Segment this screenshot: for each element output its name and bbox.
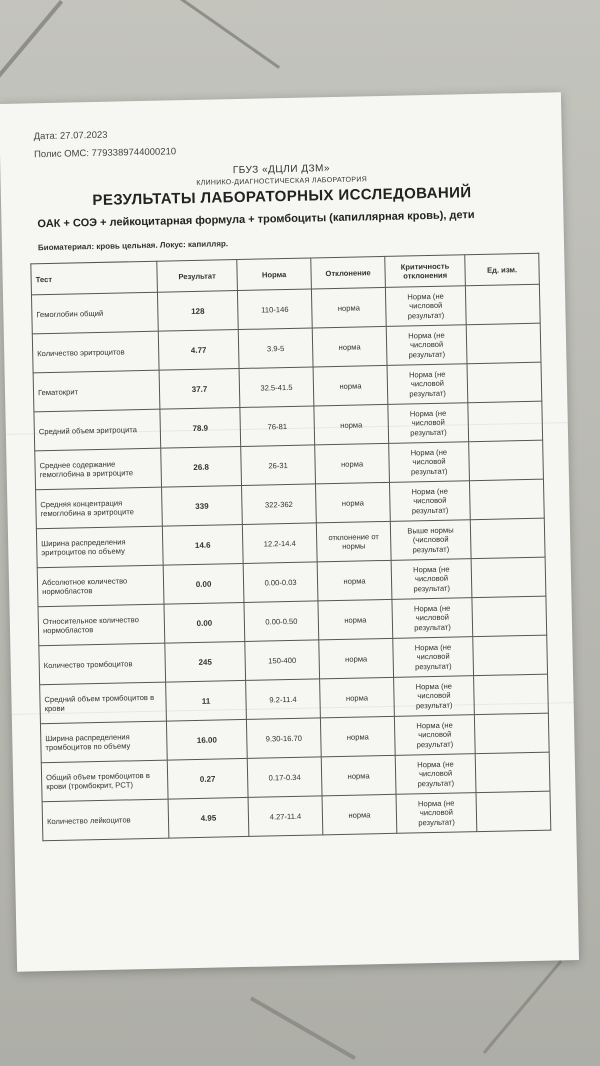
unit-cell — [472, 596, 547, 637]
test-name: Абсолютное количество нормобластов — [37, 565, 164, 607]
test-name: Количество тромбоцитов — [39, 643, 166, 685]
deviation-status: норма — [311, 287, 386, 328]
test-name: Среднее содержание гемоглобина в эритроците — [35, 448, 162, 490]
results-table — [30, 253, 551, 842]
organization-subtitle: КЛИНИКО-ДИАГНОСТИЧЕСКАЯ ЛАБОРАТОРИЯ — [196, 176, 368, 187]
result-value: 0.00 — [164, 602, 245, 643]
test-name: Гематокрит — [33, 370, 160, 412]
reference-range: 12.2-14.4 — [242, 523, 317, 564]
reference-range: 76-81 — [240, 406, 315, 447]
unit-cell — [469, 479, 544, 520]
result-value: 4.95 — [168, 797, 249, 838]
criticality-note: Норма (не числовой результат) — [388, 403, 469, 444]
result-value: 37.7 — [159, 369, 240, 410]
result-value: 16.00 — [166, 719, 247, 760]
deviation-status: отклонение от нормы — [316, 521, 391, 562]
unit-cell — [466, 323, 541, 364]
unit-cell — [468, 401, 543, 442]
test-name: Общий объем тромбоцитов в крови (тромбокрит, PCT) — [41, 760, 168, 802]
deviation-status: норма — [322, 794, 397, 835]
deviation-status: норма — [320, 677, 395, 718]
reference-range: 110-146 — [237, 289, 312, 330]
deviation-status: норма — [315, 482, 390, 523]
unit-cell — [465, 284, 540, 325]
unit-cell — [470, 518, 545, 559]
criticality-note: Выше нормы (числовой результат) — [390, 520, 471, 561]
criticality-note: Норма (не числовой результат) — [394, 676, 475, 717]
document-title: РЕЗУЛЬТАТЫ ЛАБОРАТОРНЫХ ИССЛЕДОВАНИЙ — [92, 184, 472, 210]
test-name: Относительное количество нормобластов — [38, 604, 165, 646]
tile-joint — [0, 0, 63, 79]
criticality-note: Норма (не числовой результат) — [391, 559, 472, 600]
tile-joint — [250, 997, 356, 1060]
reference-range: 322-362 — [242, 484, 317, 525]
test-panel-name: ОАК + СОЭ + лейкоцитарная формула + тромбоциты (капиллярная кровь), дети — [37, 209, 475, 231]
criticality-note: Норма (не числовой результат) — [389, 481, 470, 522]
result-value: 339 — [162, 485, 243, 526]
date-label: Дата: 27.07.2023 — [33, 129, 108, 143]
reference-range: 3.9-5 — [238, 328, 313, 369]
reference-range: 26-31 — [241, 445, 316, 486]
deviation-status: норма — [319, 638, 394, 679]
biomaterial-info: Биоматериал: кровь цельная. Локус: капилляр. — [37, 239, 229, 253]
deviation-status: норма — [314, 404, 389, 445]
reference-range: 0.00-0.03 — [243, 562, 318, 603]
reference-range: 32.5-41.5 — [239, 367, 314, 408]
test-name: Средний объем эритроцита — [34, 409, 161, 451]
result-value: 26.8 — [161, 446, 242, 487]
test-name: Ширина распределения эритроцитов по объему — [36, 526, 163, 568]
reference-range: 150-400 — [245, 640, 320, 681]
test-name: Средняя концентрация гемоглобина в эритроците — [36, 487, 163, 529]
reference-range: 0.00-0.50 — [244, 601, 319, 642]
column-header-deviation: Отклонение — [311, 256, 386, 289]
deviation-status: норма — [317, 560, 392, 601]
criticality-note: Норма (не числовой результат) — [386, 325, 467, 366]
unit-cell — [475, 752, 550, 793]
result-value: 4.77 — [158, 330, 239, 371]
criticality-note: Норма (не числовой результат) — [392, 598, 473, 639]
column-header-criticality: Критичность отклонения — [385, 255, 466, 288]
criticality-note: Норма (не числовой результат) — [385, 286, 466, 327]
test-name: Ширина распределения тромбоцитов по объему — [40, 721, 167, 763]
policy-number: Полис ОМС: 7793389744000210 — [33, 146, 177, 161]
criticality-note: Норма (не числовой результат) — [389, 442, 470, 483]
deviation-status: норма — [318, 599, 393, 640]
column-header-test: Тест — [31, 261, 158, 295]
unit-cell — [474, 674, 549, 715]
test-name: Средний объем тромбоцитов в крови — [40, 682, 167, 724]
column-header-result: Результат — [157, 260, 238, 293]
unit-cell — [476, 791, 551, 832]
unit-cell — [473, 635, 548, 676]
result-value: 128 — [157, 291, 238, 332]
tile-joint — [180, 0, 280, 69]
unit-cell — [474, 713, 549, 754]
test-name: Количество лейкоцитов — [42, 799, 169, 841]
criticality-note: Норма (не числовой результат) — [395, 754, 476, 795]
reference-range: 0.17-0.34 — [247, 757, 322, 798]
unit-cell — [471, 557, 546, 598]
reference-range: 9.30-16.70 — [246, 718, 321, 759]
unit-cell — [469, 440, 544, 481]
reference-range: 9.2-11.4 — [246, 679, 321, 720]
unit-cell — [467, 362, 542, 403]
result-value: 11 — [166, 680, 247, 721]
column-header-norm: Норма — [237, 258, 312, 291]
test-name: Количество эритроцитов — [32, 331, 159, 373]
criticality-note: Норма (не числовой результат) — [393, 637, 474, 678]
criticality-note: Норма (не числовой результат) — [387, 364, 468, 405]
deviation-status: норма — [315, 443, 390, 484]
result-value: 245 — [165, 641, 246, 682]
deviation-status: норма — [320, 716, 395, 757]
organization-name: ГБУЗ «ДЦЛИ ДЗМ» — [232, 163, 331, 177]
reference-range: 4.27-11.4 — [248, 796, 323, 837]
criticality-note: Норма (не числовой результат) — [396, 793, 477, 834]
deviation-status: норма — [313, 365, 388, 406]
tile-joint — [483, 960, 562, 1054]
column-header-unit: Ед. изм. — [465, 253, 540, 286]
result-value: 0.00 — [163, 563, 244, 604]
deviation-status: норма — [321, 755, 396, 796]
test-name: Гемоглобин общий — [31, 292, 158, 334]
result-value: 14.6 — [162, 524, 243, 565]
lab-results-sheet — [0, 92, 579, 972]
deviation-status: норма — [312, 326, 387, 367]
result-value: 0.27 — [167, 758, 248, 799]
result-value: 78.9 — [160, 408, 241, 449]
criticality-note: Норма (не числовой результат) — [394, 715, 475, 756]
